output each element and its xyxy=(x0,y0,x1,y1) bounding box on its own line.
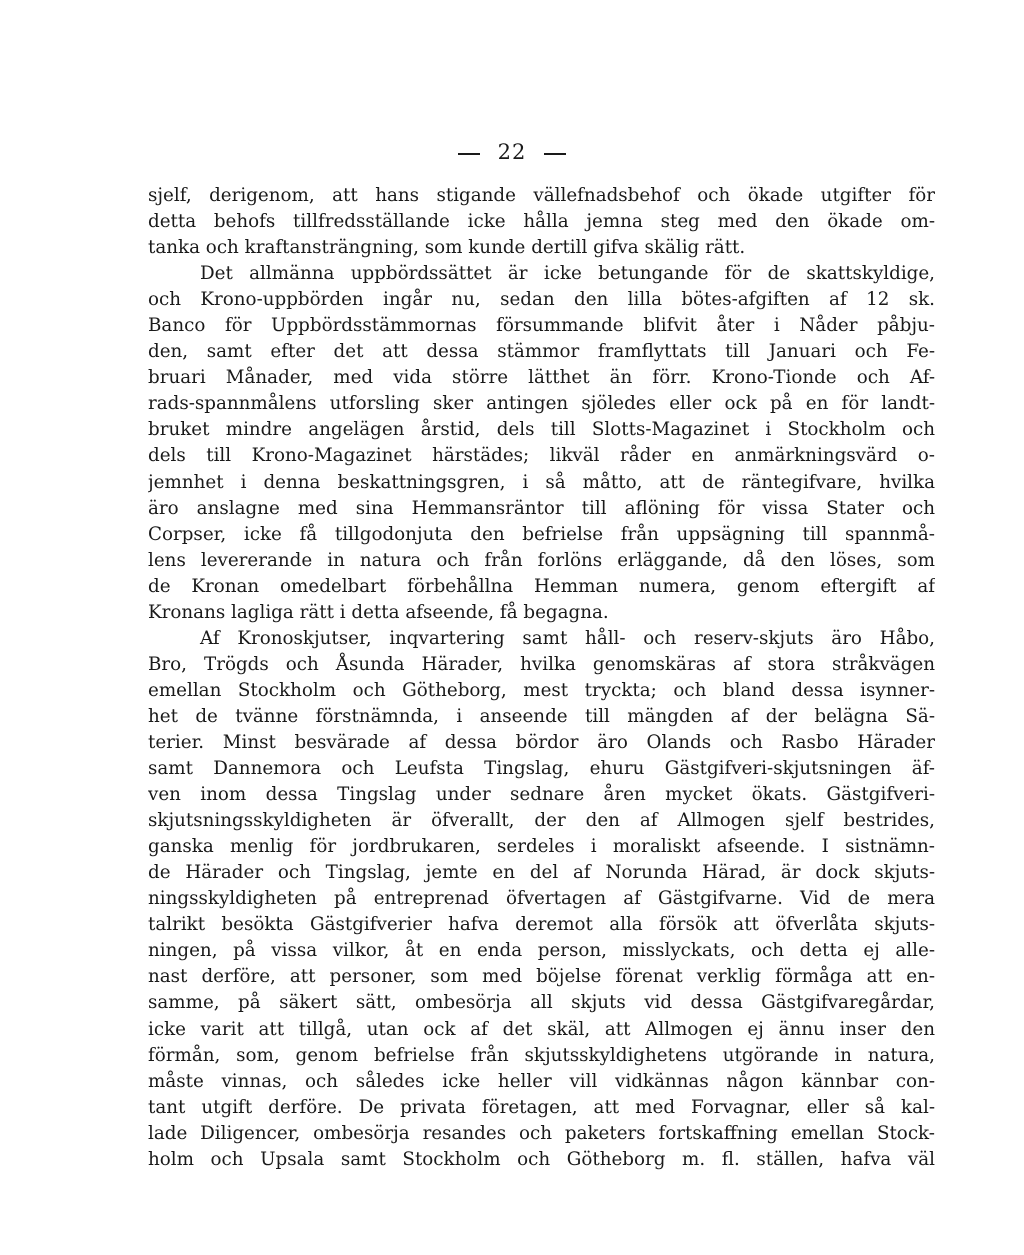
text-line: den, samt efter det att dessa stämmor framflyttats till Januari och Fe- xyxy=(148,341,935,363)
text-line: Af Kronoskjutser, inqvartering samt håll- och reserv-skjuts äro Håbo, xyxy=(200,627,935,649)
page-header xyxy=(0,140,1024,164)
text-line: emellan Stockholm och Götheborg, mest tryckta; och bland dessa isynner- xyxy=(148,679,935,701)
text-line: dels till Krono-Magazinet härstädes; likväl råder en anmärkningsvärd o- xyxy=(148,445,935,467)
text-line: jemnhet i denna beskattningsgren, i så måtto, att de räntegifvare, hvilka xyxy=(148,471,935,493)
text-line: het de tvänne förstnämnda, i anseende till mängden af der belägna Sä- xyxy=(148,705,935,727)
text-line: äro anslagne med sina Hemmansräntor till aflöning för vissa Stater och xyxy=(148,497,935,519)
text-line: lens levererande in natura och från forlöns erläggande, då den löses, som xyxy=(148,549,935,571)
text-line: tanka och kraftansträngning, som kunde dertill gifva skälig rätt. xyxy=(148,237,746,259)
header-dash-left xyxy=(458,153,480,155)
page-number: 22 xyxy=(497,140,527,164)
text-line: tant utgift derföre. De privata företagen, att med Forvagnar, eller så kal- xyxy=(148,1096,935,1118)
text-line: måste vinnas, och således icke heller vill vidkännas någon kännbar con- xyxy=(148,1070,935,1092)
text-line: Kronans lagliga rätt i detta afseende, få begagna. xyxy=(148,601,609,623)
text-line: samme, på säkert sätt, ombesörja all skjuts vid dessa Gästgifvaregårdar, xyxy=(148,992,935,1014)
text-line: ven inom dessa Tingslag under sednare åren mycket ökats. Gästgifveri- xyxy=(148,784,935,806)
text-line: detta behofs tillfredsställande icke hålla jemna steg med den ökade om- xyxy=(148,211,935,233)
body-text xyxy=(148,183,935,1173)
text-line: Det allmänna uppbördssättet är icke betungande för de skattskyldige, xyxy=(200,263,935,285)
text-line: rads-spannmålens utforsling sker antingen sjöledes eller ock på en för landt- xyxy=(148,393,935,415)
text-line: bruket mindre angelägen årstid, dels till Slotts-Magazinet i Stockholm och xyxy=(148,419,935,441)
text-line: talrikt besökta Gästgifverier hafva deremot alla försök att öfverlåta skjuts- xyxy=(148,914,935,936)
text-line: ningsskyldigheten på entreprenad öfvertagen af Gästgifvarne. Vid de mera xyxy=(148,888,935,910)
text-line: de Härader och Tingslag, jemte en del af Norunda Härad, är dock skjuts- xyxy=(148,862,935,884)
text-line: och Krono-uppbörden ingår nu, sedan den lilla bötes-afgiften af 12 sk. xyxy=(148,289,935,311)
header-dash-right xyxy=(544,153,566,155)
text-line: holm och Upsala samt Stockholm och Götheborg m. fl. ställen, hafva väl xyxy=(148,1148,935,1170)
text-line: samt Dannemora och Leufsta Tingslag, ehuru Gästgifveri-skjutsningen äf- xyxy=(148,758,935,780)
text-line: förmån, som, genom befrielse från skjutsskyldighetens utgörande in natura, xyxy=(148,1044,935,1066)
text-line: Bro, Trögds och Åsunda Härader, hvilka genomskäras af stora stråkvägen xyxy=(148,653,935,675)
text-line: icke varit att tillgå, utan ock af det skäl, att Allmogen ej ännu inser den xyxy=(148,1018,935,1040)
text-line: bruari Månader, med vida större lätthet än förr. Krono-Tionde och Af- xyxy=(148,367,935,389)
text-line: nast derföre, att personer, som med böjelse förenat verklig förmåga att en- xyxy=(148,966,935,988)
text-line: de Kronan omedelbart förbehållna Hemman numera, genom eftergift af xyxy=(148,575,935,597)
text-line: lade Diligencer, ombesörja resandes och paketers fortskaffning emellan Stock- xyxy=(148,1122,935,1144)
text-line: Corpser, icke få tillgodonjuta den befrielse från uppsägning till spannmå- xyxy=(148,523,935,545)
text-line: skjutsningsskyldigheten är öfverallt, der den af Allmogen sjelf bestrides, xyxy=(148,810,935,832)
text-line: ningen, på vissa vilkor, åt en enda person, misslyckats, och detta ej alle- xyxy=(148,940,935,962)
text-line: Banco för Uppbördsstämmornas försummande blifvit åter i Nåder påbju- xyxy=(148,315,935,337)
text-line: ganska menlig för jordbrukaren, serdeles i moraliskt afseende. I sistnämn- xyxy=(148,836,935,858)
text-line: sjelf, derigenom, att hans stigande vällefnadsbehof och ökade utgifter för xyxy=(148,185,935,206)
text-line: terier. Minst besvärade af dessa bördor äro Olands och Rasbo Härader xyxy=(148,731,935,753)
